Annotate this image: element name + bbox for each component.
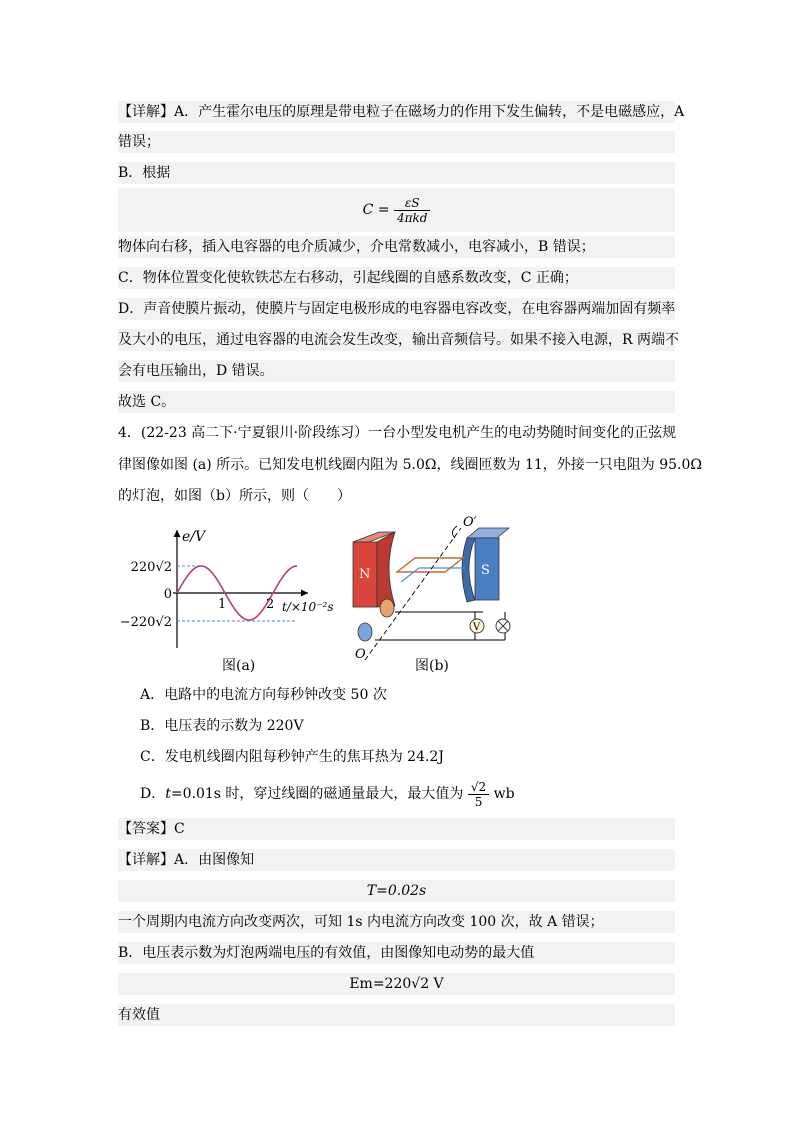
formula-denominator: 4πkd <box>396 210 428 225</box>
option-a: A．电路中的电流方向每秒钟改变 50 次 <box>140 687 387 703</box>
slip-ring-2 <box>358 623 372 641</box>
explanation-line-3: B．根据 <box>118 162 675 184</box>
figure-b-generator <box>345 510 525 680</box>
answer-line-2: 【详解】A．由图像知 <box>118 849 675 871</box>
answer-line-5: 有效值 <box>118 1004 675 1026</box>
option-d-denominator: 5 <box>474 794 483 809</box>
question-line-1: 4．(22-23 高二下·宁夏银川·阶段练习）一台小型发电机产生的电动势随时间变化的正弦规 <box>118 425 677 441</box>
explanation-line-4: 物体向右移，插入电容器的电介质减少，介电常数减小，电容减小，B 错误； <box>118 236 675 258</box>
label-o-prime: O′ <box>463 515 477 530</box>
formula-lhs: C = <box>362 202 390 218</box>
y-tick-min: −220√2 <box>119 615 172 630</box>
y-tick-zero: 0 <box>163 587 172 602</box>
magnet-n-face <box>377 532 395 607</box>
question-line-2: 律图像如图 (a) 所示。已知发电机线圈内阻为 5.0Ω，线圈匝数为 11，外接一只电阻为 95.0Ω <box>118 457 702 473</box>
option-d-text: =0.01s 时，穿过线圈的磁通量最大，最大值为 <box>170 786 464 802</box>
x-axis-label: t/×10⁻²s <box>282 600 334 614</box>
explanation-line-5: C．物体位置变化使软铁芯左右移动，引起线圈的自感系数改变，C 正确； <box>118 267 675 289</box>
option-d-t: t <box>165 786 171 802</box>
option-d-prefix: D． <box>140 786 166 802</box>
magnet-s-face <box>462 538 475 602</box>
answer-formula-period <box>118 880 675 902</box>
magnet-n-label: N <box>359 567 371 582</box>
option-d-numerator: √2 <box>468 780 489 795</box>
option-d-unit: wb <box>493 786 515 802</box>
figure-b-caption: 图(b) <box>415 658 449 674</box>
y-tick-max: 220√2 <box>130 560 172 575</box>
question-line-3: 的灯泡，如图（b）所示，则（ ） <box>118 488 351 504</box>
slip-ring-1 <box>380 599 394 617</box>
formula-numerator: εS <box>394 196 430 211</box>
y-axis-label: e/V <box>182 529 206 545</box>
option-d-fraction <box>468 780 489 809</box>
voltmeter-label: V <box>473 622 481 633</box>
answer-line-1: 【答案】C <box>118 818 675 840</box>
emf-formula: Em=220√2 V <box>349 976 444 992</box>
figure-a-graph <box>118 520 334 680</box>
label-o: O <box>355 647 366 662</box>
capacitance-formula <box>118 188 675 232</box>
option-b: B．电压表的示数为 220V <box>140 718 304 734</box>
explanation-line-8: 会有电压输出，D 错误。 <box>118 360 675 382</box>
answer-formula-emf <box>118 973 675 995</box>
option-d <box>140 774 515 814</box>
answer-line-3: 一个周期内电流方向改变两次，可知 1s 内电流方向改变 100 次，故 A 错误； <box>118 911 675 933</box>
period-formula: T=0.02s <box>366 883 427 899</box>
figure-a-caption: 图(a) <box>222 658 256 674</box>
coil-loop <box>397 558 463 572</box>
formula-fraction <box>394 196 430 225</box>
x-tick-2: 2 <box>266 597 275 612</box>
option-c: C．发电机线圈内阻每秒钟产生的焦耳热为 24.2J <box>140 749 444 765</box>
answer-line-4: B．电压表示数为灯泡两端电压的有效值，由图像知电动势的最大值 <box>118 942 675 964</box>
explanation-line-6: D．声音使膜片振动，使膜片与固定电极形成的电容器电容改变，在电容器两端加固有频率 <box>118 298 675 320</box>
explanation-line-7: 及大小的电压，通过电容器的电流会发生改变，输出音频信号。如果不接入电源，R 两端不 <box>118 329 675 351</box>
magnet-s-label: S <box>481 563 490 578</box>
explanation-line-1: 【详解】A．产生霍尔电压的原理是带电粒子在磁场力的作用下发生偏转，不是电磁感应，A <box>118 101 675 123</box>
explanation-line-9: 故选 C。 <box>118 391 675 413</box>
coil-loop-blue <box>401 568 465 582</box>
explanation-line-2: 错误； <box>118 131 675 153</box>
x-tick-1: 1 <box>218 597 227 612</box>
